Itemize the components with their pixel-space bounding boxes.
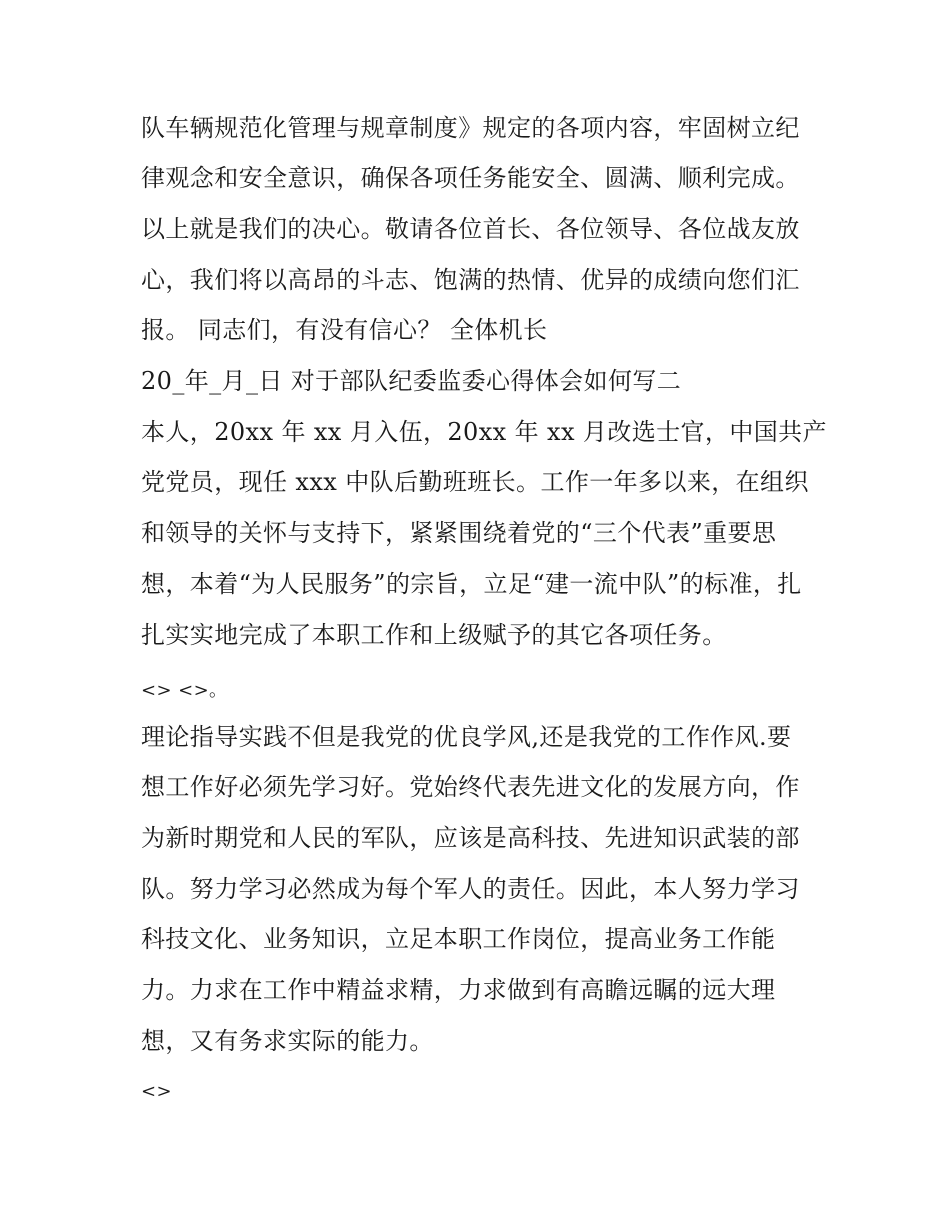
text-line: 队。努力学习必然成为每个军人的责任。因此，本人努力学习 [141,875,800,903]
text-line: 想工作好必须先学习好。党始终代表先进文化的发展方向，作 [141,773,800,801]
text-line: 以上就是我们的决心。敬请各位首长、各位领导、各位战友放 [141,215,800,243]
text-line: 理论指导实践不但是我党的优良学风,还是我党的工作作风.要 [141,723,792,751]
text-line: 想，又有务求实际的能力。 [141,1027,434,1055]
text-line: 想，本着“为人民服务”的宗旨，立足“建一流中队”的标准，扎 [141,570,802,598]
text-line: 力。力求在工作中精益求精，力求做到有高瞻远瞩的远大理 [141,976,776,1004]
text-line: <> [141,1081,172,1102]
text-line: <> <>。 [141,680,228,701]
text-line: 律观念和安全意识，确保各项任务能安全、圆满、顺利完成。 [141,164,800,192]
text-line: 队车辆规范化管理与规章制度》规定的各项内容，牢固树立纪 [141,114,800,142]
text-line: 和领导的关怀与支持下，紧紧围绕着党的“三个代表”重要思 [141,519,777,547]
text-line: 扎实实地完成了本职工作和上级赋予的其它各项任务。 [141,621,727,649]
text-line: 本人，20xx 年 xx 月入伍，20xx 年 xx 月改选士官，中国共产 [141,418,827,446]
text-line: 心，我们将以高昂的斗志、饱满的热情、优异的成绩向您们汇 [141,266,800,294]
text-line: 科技文化、业务知识，立足本职工作岗位，提高业务工作能 [141,925,776,953]
text-line: 为新时期党和人民的军队，应该是高科技、先进知识武装的部 [141,824,800,852]
text-line: 20_年_月_日 对于部队纪委监委心得体会如何写二 [141,367,682,395]
text-line: 党党员，现任 xxx 中队后勤班班长。工作一年多以来，在组织 [141,468,809,496]
text-line: 报。 同志们，有没有信心？ 全体机长 [141,316,548,344]
